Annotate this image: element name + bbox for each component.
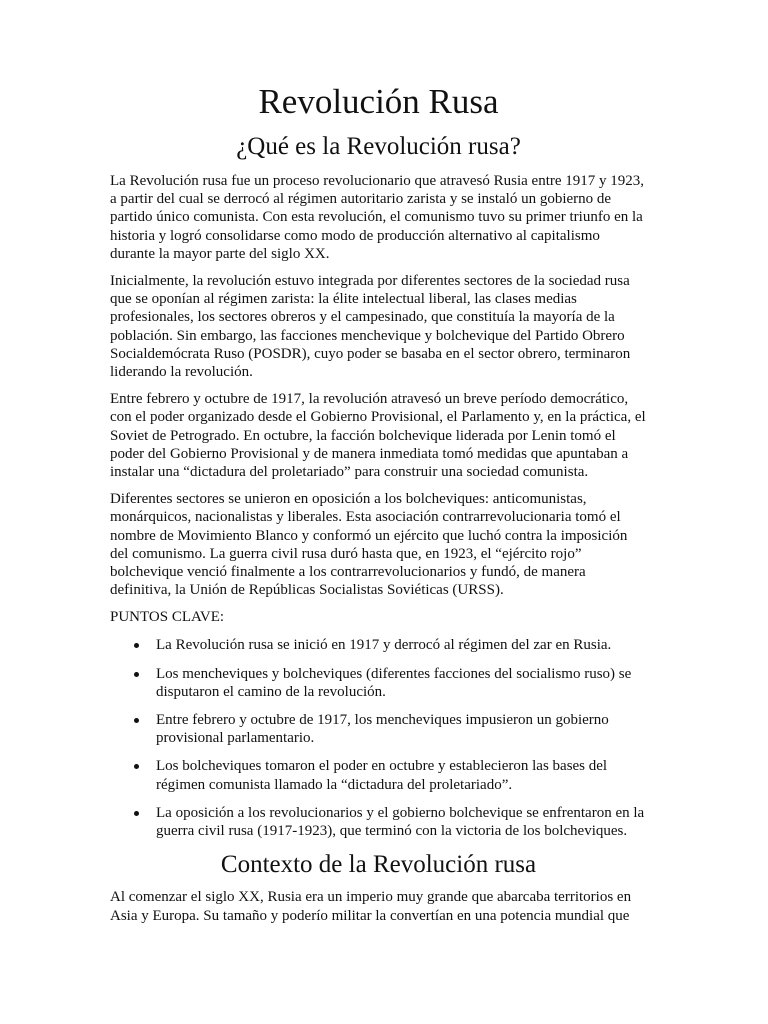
- body-paragraph: Entre febrero y octubre de 1917, la revolución atravesó un breve período democrático, con el poder organizado desde el Gobierno Provisional, el Parlamento y, en la práctica, el Soviet de Petrogrado. En octubre, la facción bolchevique liderada por Lenin tomó el poder del Gobierno Provisional y de manera inmediata tomó medidas que apuntaban a instalar una “dictadura del proletariado” para construir una sociedad comunista.: [110, 391, 646, 481]
- bullet-icon: [134, 718, 139, 723]
- bullet-icon: [134, 672, 139, 677]
- list-item-text: Los bolcheviques tomaron el poder en octubre y establecieron las bases del régimen comunista llamado la “dictadura del proletariado”.: [156, 758, 608, 793]
- intro-paragraph: La Revolución rusa fue un proceso revolucionario que atravesó Rusia entre 1917 y 1923, a partir del cual se derrocó al régimen autoritario zarista y se instaló un gobierno de partido único comunista. Con esta revolución, el comunismo tuvo su primer triunfo en la historia y logró consolidarse como modo de producción alternativo al capitalismo durante la mayor parte del siglo XX.: [110, 173, 645, 262]
- list-item-text: La Revolución rusa se inició en 1917 y derrocó al régimen del zar en Rusia.: [156, 637, 612, 654]
- body-paragraph: Diferentes sectores se unieron en oposición a los bolcheviques: anticomunistas, monárquicos, nacionalistas y liberales. Esta asociación contrarrevolucionaria tomó el nombre de Movimiento Blanco y conformó un ejército que luchó contra la imposición del comunismo. La guerra civil rusa duró hasta que, en 1923, el “ejército rojo” bolchevique venció finalmente a los contrarrevolucionarios y fundó, de manera definitiva, la Unión de Repúblicas Socialistas Soviéticas (URSS).: [110, 491, 628, 599]
- key-points-list: [110, 636, 647, 840]
- list-item: [134, 757, 647, 793]
- list-item: [134, 804, 647, 840]
- bullet-icon: [134, 643, 139, 648]
- list-item: [134, 711, 647, 747]
- body-paragraph: Inicialmente, la revolución estuvo integrada por diferentes sectores de la sociedad rusa que se oponían al régimen zarista: la élite intelectual liberal, las clases medias profesionales, los sectores obreros y el campesinado, que constituía la mayoría de la población. Sin embargo, las facciones menchevique y bolchevique del Partido Obrero Socialdemócrata Ruso (POSDR), cuyo poder se basaba en el sector obrero, terminaron liderando la revolución.: [110, 273, 631, 381]
- bullet-icon: [134, 811, 139, 816]
- list-item-text: La oposición a los revolucionarios y el gobierno bolchevique se enfrentaron en la guerra civil rusa (1917-1923), que terminó con la victoria de los bolcheviques.: [156, 804, 645, 840]
- list-item: [134, 636, 647, 654]
- document-title: Revolución Rusa: [258, 82, 499, 121]
- section-heading: Contexto de la Revolución rusa: [220, 851, 537, 879]
- key-points-label: PUNTOS CLAVE:: [110, 609, 225, 626]
- list-item: [134, 665, 647, 701]
- document-subtitle: ¿Qué es la Revolución rusa?: [236, 133, 521, 160]
- section-paragraph: Al comenzar el siglo XX, Rusia era un imperio muy grande que abarcaba territorios en Asia y Europa. Su tamaño y poderío militar la convertían en una potencia mundial que: [110, 889, 632, 924]
- bullet-icon: [134, 764, 139, 769]
- list-item-text: Entre febrero y octubre de 1917, los mencheviques impusieron un gobierno provisional parlamentario.: [156, 712, 609, 747]
- list-item-text: Los mencheviques y bolcheviques (diferentes facciones del socialismo ruso) se disputaron el camino de la revolución.: [156, 665, 632, 700]
